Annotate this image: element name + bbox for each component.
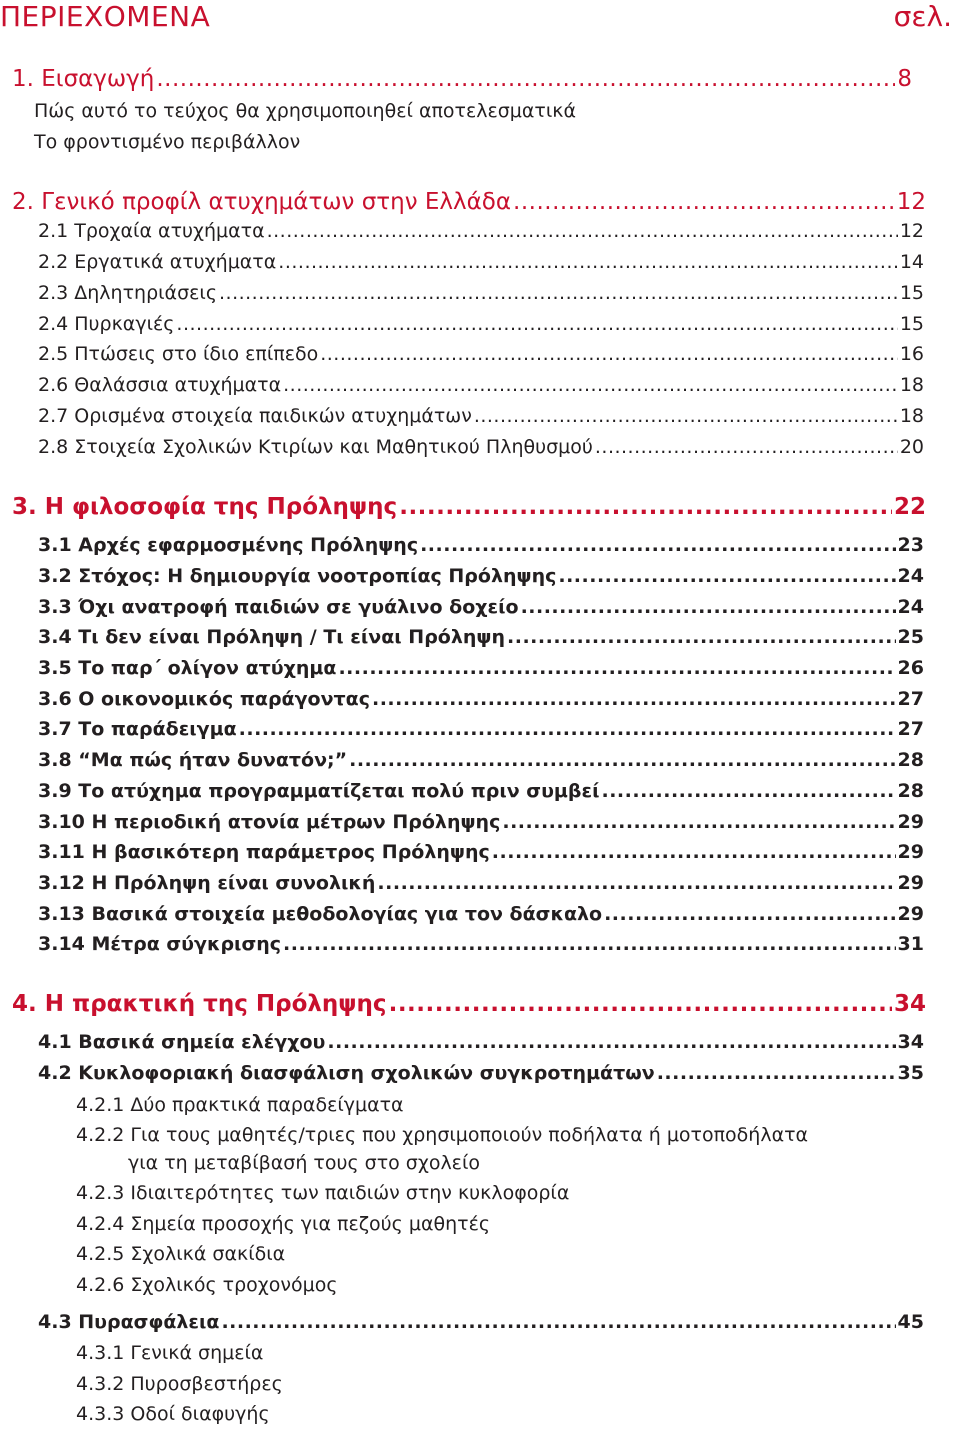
entry-label: 2.5 Πτώσεις στο ίδιο επίπεδο <box>38 343 319 365</box>
entry-label: 3.1 Αρχές εφαρμοσμένης Πρόληψης <box>38 534 419 556</box>
entry-page: 31 <box>897 933 924 955</box>
toc-subentry[interactable]: 4.2.2 Για τους μαθητές/τριες που χρησιμοποιούν ποδήλατα ή μοτοποδήλατα <box>76 1124 809 1146</box>
toc-entry[interactable] <box>38 811 924 833</box>
entry-page: 23 <box>897 534 924 556</box>
section-title: 1. Εισαγωγή <box>12 66 155 92</box>
entry-label: 3.8 “Μα πώς ήταν δυνατόν;” <box>38 749 348 771</box>
leader-dots <box>349 749 895 771</box>
entry-label: 2.1 Τροχαία ατυχήματα <box>38 220 265 242</box>
toc-entry[interactable] <box>38 903 924 925</box>
toc-entry[interactable] <box>38 718 924 740</box>
toc-subentry[interactable]: 4.2.3 Ιδιαιτερότητες των παιδιών στην κυκλοφορία <box>76 1182 570 1204</box>
entry-page: 24 <box>897 565 924 587</box>
toc-section-1[interactable] <box>12 66 912 92</box>
entry-label: 3.7 Το παράδειγμα <box>38 718 237 740</box>
toc-subentry-continuation: για τη μεταβίβασή τους στο σχολείο <box>128 1152 481 1174</box>
entry-page: 15 <box>899 313 924 335</box>
toc-subentry[interactable]: 4.2.5 Σχολικά σακίδια <box>76 1243 286 1265</box>
leader-dots <box>239 718 896 740</box>
toc-entry[interactable] <box>38 626 924 648</box>
leader-dots <box>602 780 896 802</box>
entry-page: 12 <box>899 220 924 242</box>
toc-section-2[interactable] <box>12 189 926 215</box>
toc-entry[interactable] <box>38 282 924 304</box>
toc-entry[interactable] <box>38 1311 924 1333</box>
toc-entry[interactable] <box>38 872 924 894</box>
toc-entry[interactable] <box>38 1062 924 1084</box>
toc-entry[interactable] <box>38 251 924 273</box>
section-page: 12 <box>896 189 926 215</box>
entry-page: 26 <box>897 657 924 679</box>
leader-dots <box>283 933 896 955</box>
entry-label: 2.3 Δηλητηριάσεις <box>38 282 217 304</box>
toc-entry[interactable] <box>38 565 924 587</box>
leader-dots <box>278 251 898 273</box>
entry-page: 29 <box>897 841 924 863</box>
leader-dots <box>327 1031 895 1053</box>
toc-entry[interactable] <box>38 841 924 863</box>
leader-dots <box>338 657 895 679</box>
toc-entry[interactable] <box>38 220 924 242</box>
toc-entry[interactable] <box>38 1031 924 1053</box>
entry-label: 4.2 Κυκλοφοριακή διασφάλιση σχολικών συγκροτημάτων <box>38 1062 655 1084</box>
leader-dots <box>604 903 895 925</box>
toc-entry[interactable] <box>38 780 924 802</box>
leader-dots <box>474 405 898 427</box>
toc-subentry[interactable]: 4.2.4 Σημεία προσοχής για πεζούς μαθητές <box>76 1213 491 1235</box>
entry-page: 16 <box>899 343 924 365</box>
entry-page: 29 <box>897 811 924 833</box>
entry-page: 35 <box>897 1062 924 1084</box>
entry-label: 3.5 Το παρ΄ ολίγον ατύχημα <box>38 657 337 679</box>
leader-dots <box>521 596 896 618</box>
toc-entry[interactable] <box>38 374 924 396</box>
leader-dots <box>513 189 895 215</box>
entry-label: 3.3 Όχι ανατροφή παιδιών σε γυάλινο δοχείο <box>38 596 519 618</box>
leader-dots <box>267 220 898 242</box>
entry-label: 2.4 Πυρκαγιές <box>38 313 175 335</box>
entry-label: 3.4 Τι δεν είναι Πρόληψη / Τι είναι Πρόληψη <box>38 626 506 648</box>
entry-page: 15 <box>899 282 924 304</box>
entry-label: 3.11 Η βασικότερη παράμετρος Πρόληψης <box>38 841 490 863</box>
entry-page: 45 <box>897 1311 924 1333</box>
toc-entry[interactable] <box>38 749 924 771</box>
entry-page: 14 <box>899 251 924 273</box>
toc-entry[interactable] <box>38 313 924 335</box>
toc-entry[interactable] <box>38 933 924 955</box>
section-title: 3. Η φιλοσοφία της Πρόληψης <box>12 494 398 520</box>
entry-page: 28 <box>897 749 924 771</box>
leader-dots <box>558 565 895 587</box>
leader-dots <box>502 811 895 833</box>
entry-label: 2.2 Εργατικά ατυχήματα <box>38 251 277 273</box>
leader-dots <box>492 841 896 863</box>
leader-dots <box>176 313 897 335</box>
entry-label: 3.9 Το ατύχημα προγραμματίζεται πολύ πριν συμβεί <box>38 780 600 802</box>
entry-page: 34 <box>897 1031 924 1053</box>
entry-page: 29 <box>897 903 924 925</box>
entry-page: 27 <box>897 718 924 740</box>
entry-label: 3.6 Ο οικονομικός παράγοντας <box>38 688 370 710</box>
leader-dots <box>377 872 895 894</box>
entry-page: 18 <box>899 374 924 396</box>
entry-page: 25 <box>897 626 924 648</box>
entry-label: 2.6 Θαλάσσια ατυχήματα <box>38 374 282 396</box>
leader-dots <box>219 282 898 304</box>
leader-dots <box>657 1062 896 1084</box>
toc-entry[interactable] <box>38 343 924 365</box>
toc-subentry[interactable]: 4.3.1 Γενικά σημεία <box>76 1342 264 1364</box>
toc-entry[interactable] <box>38 436 924 458</box>
toc-section-3[interactable] <box>12 494 926 520</box>
page-title: ΠΕΡΙΕΧΟΜΕΝΑ <box>0 0 211 33</box>
toc-entry[interactable] <box>38 534 924 556</box>
toc-subline: Πώς αυτό το τεύχος θα χρησιμοποιηθεί αποτελεσματικά <box>34 100 577 122</box>
entry-label: 2.8 Στοιχεία Σχολικών Κτιρίων και Μαθητικού Πληθυσμού <box>38 436 593 458</box>
leader-dots <box>283 374 898 396</box>
entry-page: 20 <box>899 436 924 458</box>
leader-dots <box>372 688 896 710</box>
leader-dots <box>507 626 896 648</box>
entry-page: 24 <box>897 596 924 618</box>
entry-label: 4.3 Πυρασφάλεια <box>38 1311 220 1333</box>
toc-entry[interactable] <box>38 688 924 710</box>
entry-page: 18 <box>899 405 924 427</box>
leader-dots <box>595 436 898 458</box>
toc-entry[interactable] <box>38 657 924 679</box>
toc-subentry[interactable]: 4.2.6 Σχολικός τροχονόμος <box>76 1274 338 1296</box>
toc-subentry[interactable]: 4.3.3 Οδοί διαφυγής <box>76 1403 270 1425</box>
toc-header <box>0 0 960 40</box>
section-page: 34 <box>893 991 926 1017</box>
entry-label: 3.14 Μέτρα σύγκρισης <box>38 933 282 955</box>
entry-label: 3.2 Στόχος: Η δημιουργία νοοτροπίας Πρόληψης <box>38 565 557 587</box>
entry-page: 27 <box>897 688 924 710</box>
entry-label: 3.10 Η περιοδική ατονία μέτρων Πρόληψης <box>38 811 501 833</box>
toc-subline: Το φροντισμένο περιβάλλον <box>34 131 301 153</box>
entry-label: 3.12 Η Πρόληψη είναι συνολική <box>38 872 376 894</box>
section-page: 22 <box>893 494 926 520</box>
leader-dots <box>156 66 895 92</box>
toc-entry[interactable] <box>38 596 924 618</box>
page-column-label: σελ. <box>893 0 952 33</box>
leader-dots <box>389 991 892 1017</box>
toc-entry[interactable] <box>38 405 924 427</box>
entry-label: 4.1 Βασικά σημεία ελέγχου <box>38 1031 326 1053</box>
toc-section-4[interactable] <box>12 991 926 1017</box>
section-title: 4. Η πρακτική της Πρόληψης <box>12 991 387 1017</box>
section-title: 2. Γενικό προφίλ ατυχημάτων στην Ελλάδα <box>12 189 512 215</box>
entry-page: 29 <box>897 872 924 894</box>
section-page: 8 <box>897 66 912 92</box>
leader-dots <box>399 494 892 520</box>
leader-dots <box>320 343 898 365</box>
leader-dots <box>420 534 895 556</box>
leader-dots <box>221 1311 895 1333</box>
entry-label: 3.13 Βασικά στοιχεία μεθοδολογίας για τον δάσκαλο <box>38 903 603 925</box>
toc-subentry[interactable]: 4.2.1 Δύο πρακτικά παραδείγματα <box>76 1094 404 1116</box>
entry-page: 28 <box>897 780 924 802</box>
toc-subentry[interactable]: 4.3.2 Πυροσβεστήρες <box>76 1373 283 1395</box>
entry-label: 2.7 Ορισμένα στοιχεία παιδικών ατυχημάτων <box>38 405 472 427</box>
